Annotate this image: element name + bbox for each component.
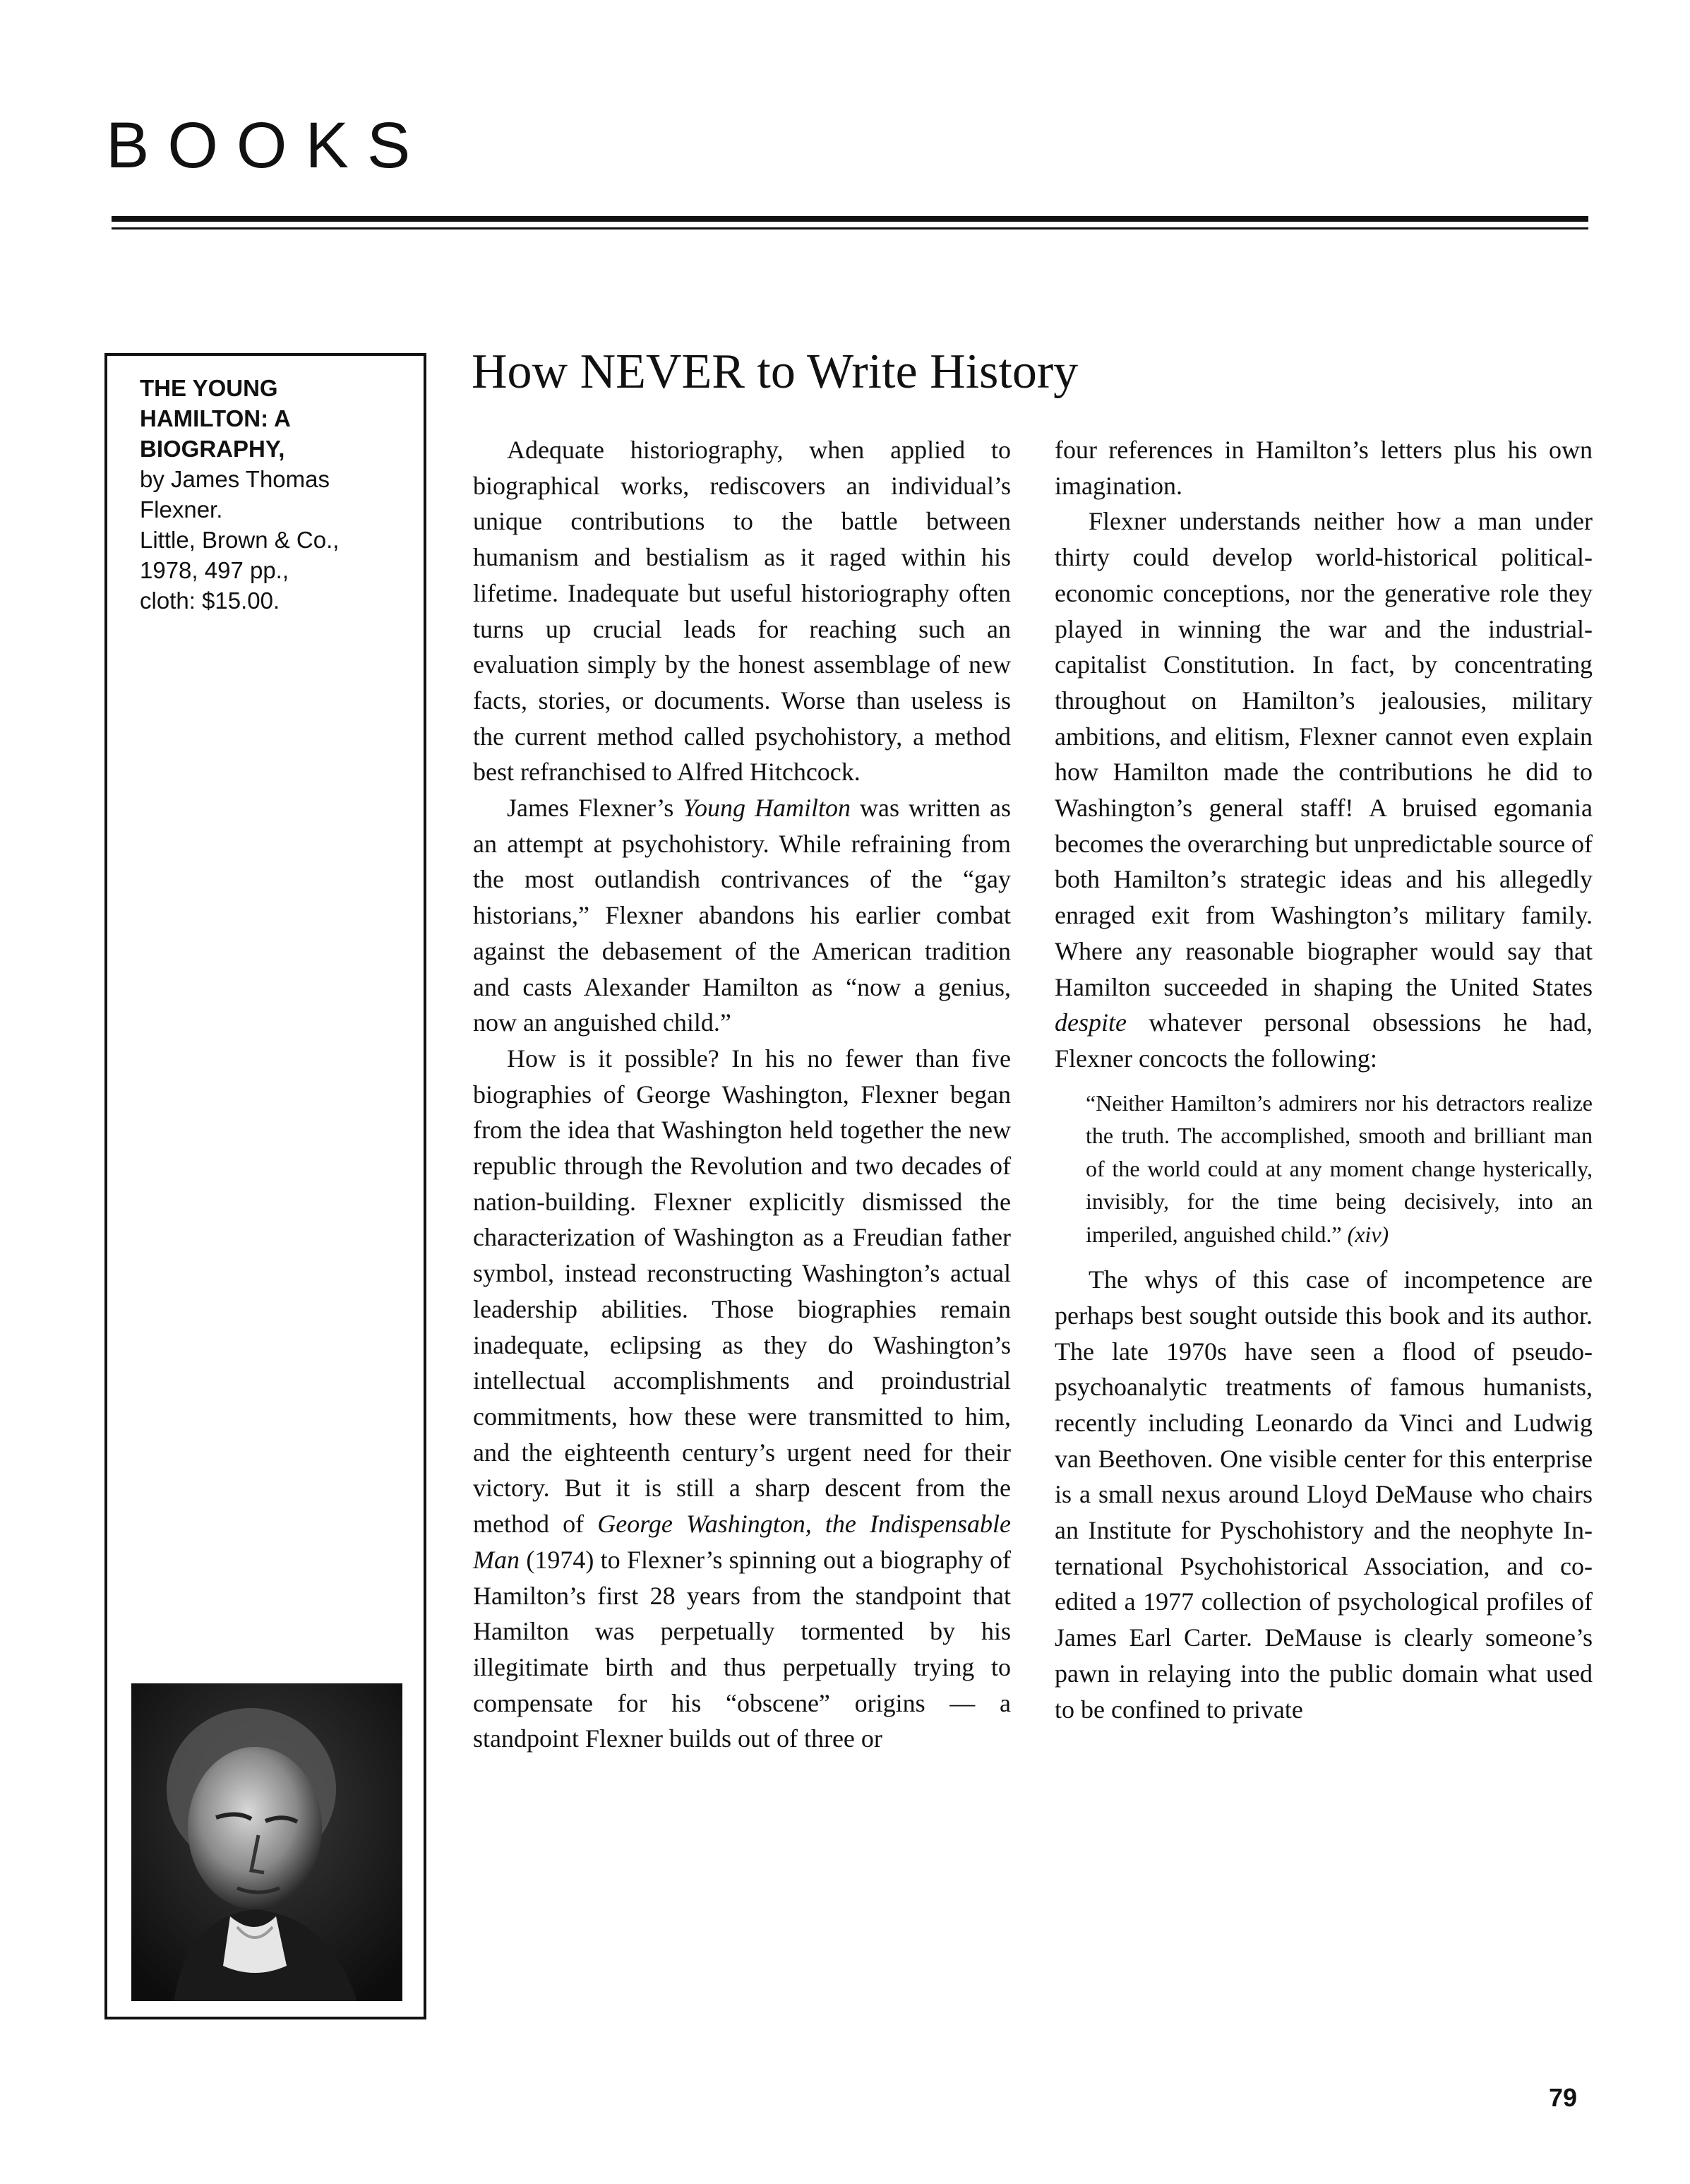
- article-paragraph: [1055, 503, 1593, 1076]
- paragraph-text: (1974) to Flexner’s spinning out a biography of Hamilton’s first 28 years from the standpoint that Hamilton was perpetually tormented by his illegitimate birth and thus perpetually trying to compensate for his “obscene” origins — a standpoint Flexner builds out of three or: [473, 1545, 1011, 1753]
- book-info-text: [140, 373, 408, 616]
- article-paragraph: The whys of this case of incompetence are perhaps best sought outside this book and its author. The late 1970s have seen a flood of pseudo-psychoanalytic treatments of famous humanists, recently including Leonardo da Vinci and Ludwig van Beethoven. One visible center for this enterprise is a small nexus around Lloyd DeMause who chairs an Institute for Pyschohistory and the neophyte International Psychohistorical Association, and co-edited a 1977 collection of psychological profiles of James Earl Carter. DeMause is clearly someone’s pawn in relaying into the public domain what used to be confined to private: [1055, 1265, 1593, 1724]
- paragraph-text: Flexner understands neither how a man under thirty could develop world-historical political-economic conceptions, nor the generative role they played in winning the war and the industrial-capitalist Constitution. In fact, by concentrating throughout on Hamilton’s jealousies, military ambitions, and elitism, Flexner cannot even explain how Hamilton made the contributions he did to Washington’s general staff! A bruised egomania becomes the overarching but unpredictable source of both Hamilton’s strategic ideas and his allegedly enraged exit from Washington’s military family. Where any reasonable biographer would say that Hamilton succeeded in shaping the United States: [1055, 507, 1593, 1001]
- book-info-box: [104, 353, 426, 2019]
- book-title-reference: George Washington, the Indispensable Man: [473, 1510, 1011, 1574]
- quote-text: “Neither Hamilton’s admirers nor his detractors realize the truth. The accomplished, smooth and brilliant man of the world could at any moment change hysterically, invisibly, for the time being decisively, into an imperiled, anguished child.”: [1086, 1090, 1593, 1247]
- article-paragraph: four references in Hamilton’s letters plus his own imagination.: [1055, 436, 1593, 500]
- paragraph-text: whatever personal obsessions he had, Flexner concocts the following:: [1055, 1008, 1593, 1073]
- block-quote: [1086, 1087, 1593, 1251]
- paragraph-text: James Flexner’s: [507, 794, 683, 823]
- article-column-1: [473, 432, 1011, 1757]
- paragraph-text: was written as an attempt at psychohistory. While refraining from the most outlandish contrivances of the “gay historians,” Flexner abandons his earlier combat against the debasement of the American tradition and casts Alexander Hamilton as “now a genius, now an anguished child.”: [473, 794, 1012, 1037]
- book-publication-details: by James Thomas Flexner. Little, Brown & Co., 1978, 497 pp., cloth: $15.00.: [140, 466, 340, 614]
- section-title: BOOKS: [106, 109, 429, 181]
- book-title: THE YOUNG HAMILTON: A BIOGRAPHY,: [140, 375, 291, 462]
- header-rule-thick: [112, 216, 1588, 222]
- page-number: 79: [1549, 2083, 1578, 2112]
- quote-citation: (xiv): [1347, 1221, 1389, 1247]
- header-rule-thin: [112, 227, 1588, 229]
- article-column-2: [1055, 432, 1593, 1727]
- paragraph-text: How is it possible? In his no fewer than five biographies of George Washington, Flexner began from the idea that Washington held together the new republic through the Revolution and two decades of nation-building. Flexner explicitly dismissed the characterization of Washington as a Freudian father symbol, instead reconstructing Washington’s actual leadership abilities. Those biographies remain inadequate, eclipsing as they do Washington’s intellectual accomplishments and proindustrial commitments, how these were transmitted to him, and the eighteenth century’s urgent need for their victory. But it is still a sharp descent from the method of: [473, 1044, 1011, 1539]
- book-title-reference: Young Hamilton: [683, 794, 851, 823]
- emphasis-text: despite: [1055, 1008, 1127, 1037]
- article-paragraph: [473, 790, 1011, 1041]
- article-paragraph: Adequate historiography, when applied to biographical works, rediscovers an individual’s unique contributions to the battle between humanism and bestialism as it raged within his lifetime. Inadequate but useful historiography often turns up crucial leads for reaching such an evaluation simply by the honest assemblage of new facts, stories, or documents. Worse than useless is the current method called psychohistory, a method best refranchised to Alfred Hitchcock.: [473, 436, 1011, 787]
- article-paragraph: [473, 1041, 1011, 1757]
- hamilton-portrait-image: [131, 1683, 402, 2001]
- article-title: How NEVER to Write History: [472, 345, 1079, 399]
